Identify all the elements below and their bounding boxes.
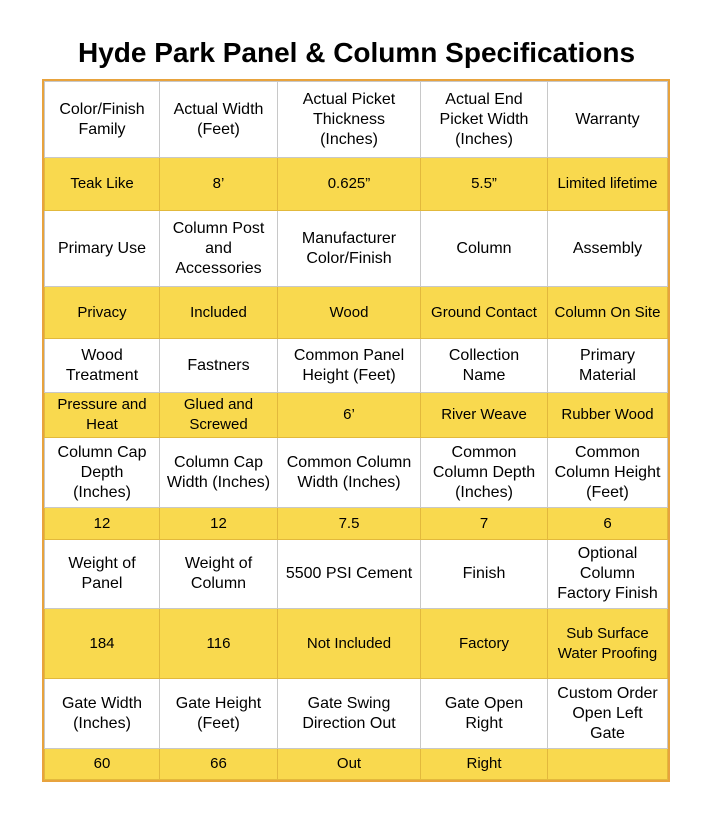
spec-label-cell: Warranty (548, 82, 668, 158)
spec-value-cell: 7 (421, 508, 548, 540)
page-title: Hyde Park Panel & Column Specifications (77, 37, 636, 68)
spec-label-cell: Optional Column Factory Finish (548, 540, 668, 609)
spec-value-cell: 0.625” (278, 158, 421, 211)
spec-value-cell: River Weave (421, 393, 548, 438)
spec-label-row (45, 540, 668, 609)
spec-value-cell: Sub Surface Water Proofing (548, 609, 668, 679)
spec-label-cell: Assembly (548, 211, 668, 287)
spec-label-cell: Gate Width (Inches) (45, 679, 160, 749)
spec-value-cell: 6’ (278, 393, 421, 438)
spec-label-cell: Column (421, 211, 548, 287)
spec-value-cell: 60 (45, 749, 160, 780)
spec-label-cell: Common Column Width (Inches) (278, 438, 421, 508)
spec-value-cell: Privacy (45, 287, 160, 339)
spec-label-cell: Primary Use (45, 211, 160, 287)
spec-value-cell: Teak Like (45, 158, 160, 211)
spec-value-row (45, 287, 668, 339)
spec-label-cell: Custom Order Open Left Gate (548, 679, 668, 749)
spec-value-cell: Wood (278, 287, 421, 339)
spec-label-cell: Weight of Panel (45, 540, 160, 609)
spec-label-cell: Actual End Picket Width (Inches) (421, 82, 548, 158)
spec-label-row (45, 82, 668, 158)
spec-value-cell: 66 (160, 749, 278, 780)
spec-value-cell: 116 (160, 609, 278, 679)
spec-label-row (45, 211, 668, 287)
spec-label-cell: Common Column Height (Feet) (548, 438, 668, 508)
spec-label-row (45, 339, 668, 393)
spec-value-cell: Column On Site (548, 287, 668, 339)
spec-label-cell: Color/Finish Family (45, 82, 160, 158)
spec-value-cell: Glued and Screwed (160, 393, 278, 438)
spec-label-row (45, 679, 668, 749)
spec-label-cell: Actual Width (Feet) (160, 82, 278, 158)
spec-value-cell (548, 749, 668, 780)
spec-label-cell: Weight of Column (160, 540, 278, 609)
spec-value-cell: Pressure and Heat (45, 393, 160, 438)
spec-value-row (45, 393, 668, 438)
spec-value-cell: 12 (160, 508, 278, 540)
spec-label-cell: Column Post and Accessories (160, 211, 278, 287)
spec-value-cell: Out (278, 749, 421, 780)
spec-label-cell: Primary Material (548, 339, 668, 393)
spec-label-row (45, 438, 668, 508)
spec-table (44, 81, 668, 780)
spec-label-cell: Gate Swing Direction Out (278, 679, 421, 749)
spec-value-cell: 12 (45, 508, 160, 540)
spec-label-cell: Common Panel Height (Feet) (278, 339, 421, 393)
spec-value-cell: 6 (548, 508, 668, 540)
spec-label-cell: Column Cap Depth (Inches) (45, 438, 160, 508)
spec-label-cell: Common Column Depth (Inches) (421, 438, 548, 508)
spec-label-cell: Finish (421, 540, 548, 609)
spec-label-cell: 5500 PSI Cement (278, 540, 421, 609)
spec-value-cell: Included (160, 287, 278, 339)
spec-value-cell: Factory (421, 609, 548, 679)
spec-label-cell: Collection Name (421, 339, 548, 393)
spec-value-cell: 184 (45, 609, 160, 679)
spec-label-cell: Wood Treatment (45, 339, 160, 393)
spec-value-cell: Right (421, 749, 548, 780)
spec-value-row (45, 508, 668, 540)
spec-label-cell: Gate Open Right (421, 679, 548, 749)
spec-value-row (45, 158, 668, 211)
spec-value-cell: 8’ (160, 158, 278, 211)
spec-value-row (45, 609, 668, 679)
spec-value-cell: Rubber Wood (548, 393, 668, 438)
spec-value-cell: Ground Contact (421, 287, 548, 339)
spec-value-cell: Limited lifetime (548, 158, 668, 211)
spec-label-cell: Actual Picket Thickness (Inches) (278, 82, 421, 158)
spec-label-cell: Manufacturer Color/Finish (278, 211, 421, 287)
spec-value-cell: 7.5 (278, 508, 421, 540)
spec-label-cell: Gate Height (Feet) (160, 679, 278, 749)
spec-value-cell: 5.5” (421, 158, 548, 211)
spec-label-cell: Fastners (160, 339, 278, 393)
spec-value-cell: Not Included (278, 609, 421, 679)
spec-value-row (45, 749, 668, 780)
spec-label-cell: Column Cap Width (Inches) (160, 438, 278, 508)
